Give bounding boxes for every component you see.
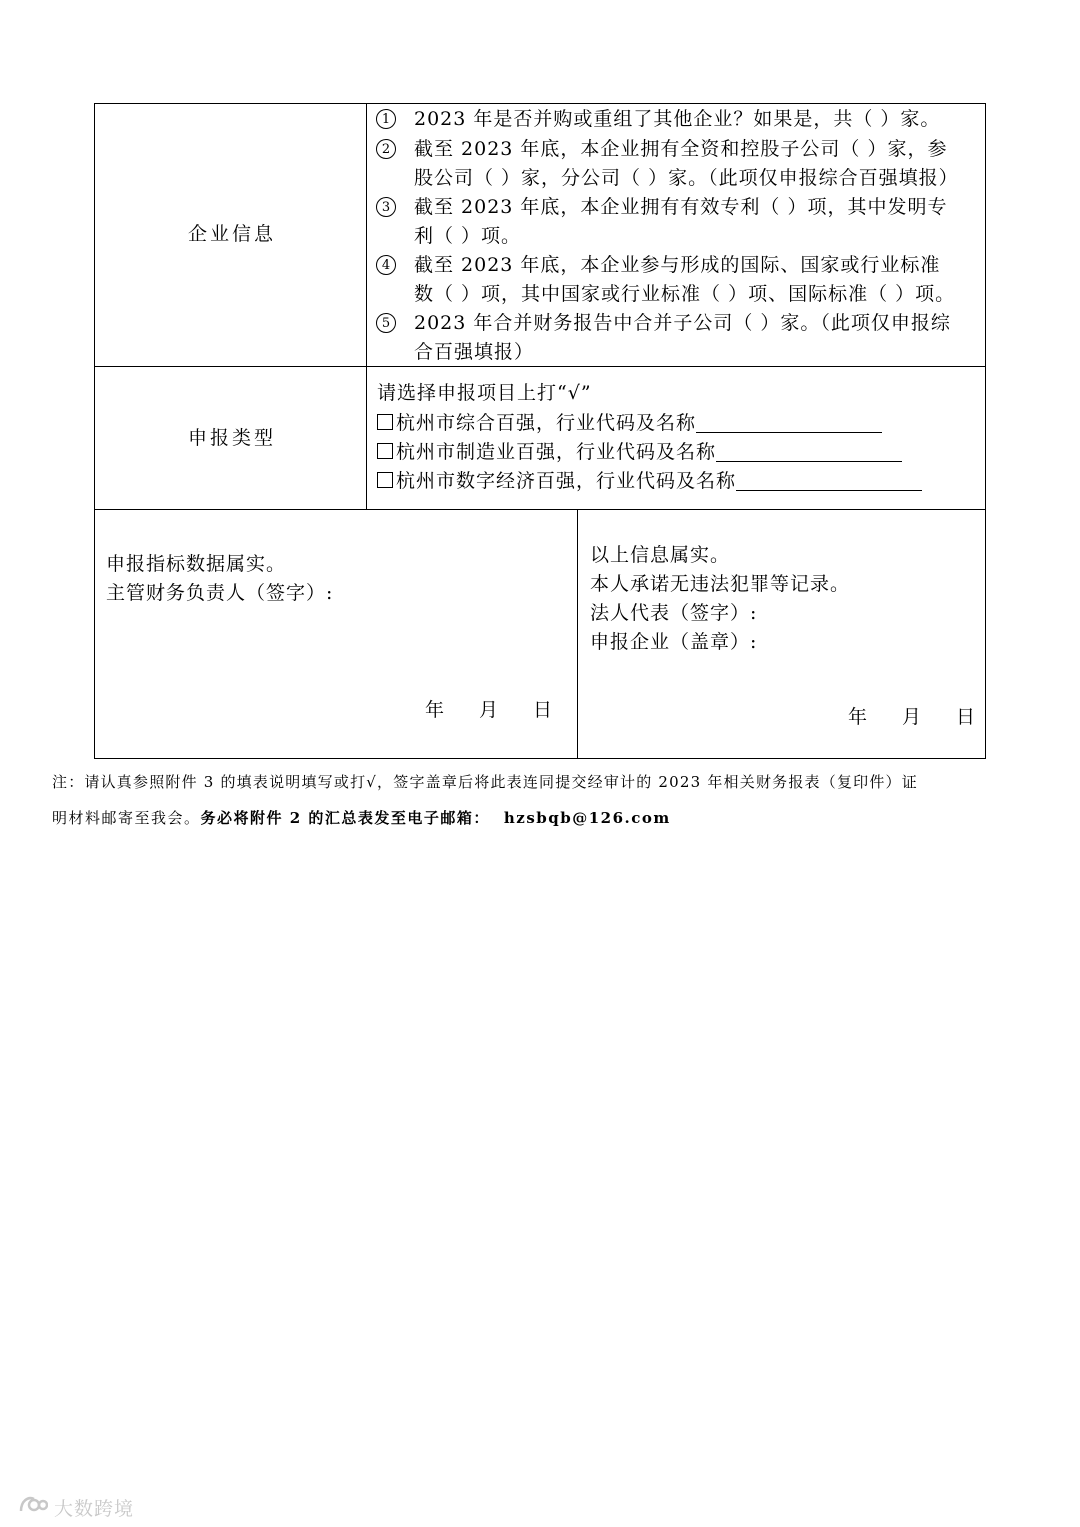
- declaration-type-label: 申报类型: [188, 427, 277, 449]
- item-number: 5: [376, 313, 396, 333]
- column-divider: [577, 509, 578, 759]
- table-border-left: [94, 103, 95, 759]
- fill-blank[interactable]: [736, 470, 922, 491]
- row-divider: [94, 366, 986, 367]
- date-day: 日: [533, 699, 554, 721]
- fill-blank[interactable]: [696, 412, 882, 433]
- fill-blank[interactable]: [716, 441, 902, 462]
- note-line-2: [52, 807, 671, 829]
- watermark-text: 大数跨境: [54, 1498, 135, 1520]
- row-divider: [94, 509, 986, 510]
- note-line-1: 注：请认真参照附件 3 的填表说明填写或打√，签字盖章后将此表连同提交经审计的 2023 年相关财务报表（复印件）证: [52, 773, 918, 791]
- date-year: 年: [425, 699, 446, 721]
- email-address: hzsbqb@126.com: [503, 809, 671, 827]
- note-bold-text: 务必将附件 2 的汇总表发至电子邮箱：: [200, 809, 490, 827]
- info-statement: 以上信息属实。: [590, 544, 731, 566]
- option-label: 杭州市综合百强，行业代码及名称: [396, 412, 697, 434]
- watermark-logo-icon: [18, 1493, 48, 1519]
- date-year: 年: [848, 706, 869, 728]
- company-seal-label: 申报企业（盖章）:: [590, 631, 758, 653]
- table-border-top: [94, 103, 986, 104]
- item-number: 4: [376, 255, 396, 275]
- legal-rep-signature-label: 法人代表（签字）:: [590, 602, 758, 624]
- option-digital-economy[interactable]: [377, 469, 922, 493]
- item-number: 3: [376, 197, 396, 217]
- finance-signature-label: 主管财务负责人（签字）:: [106, 582, 334, 604]
- option-label: 杭州市数字经济百强，行业代码及名称: [396, 470, 737, 492]
- item-line: 截至 2023 年底，本企业参与形成的国际、国家或行业标准: [414, 254, 941, 276]
- item-number: 2: [376, 139, 396, 159]
- item-line: 合百强填报）: [414, 341, 535, 363]
- option-label: 杭州市制造业百强，行业代码及名称: [396, 441, 717, 463]
- item-line: 股公司（ ）家，分公司（ ）家。（此项仅申报综合百强填报）: [414, 167, 959, 189]
- finance-statement: 申报指标数据属实。: [106, 553, 287, 575]
- checkbox[interactable]: [377, 472, 393, 488]
- item-line: 利（ ）项。: [414, 225, 522, 247]
- item-line: 截至 2023 年底，本企业拥有有效专利（ ）项，其中发明专: [414, 196, 948, 218]
- column-divider: [366, 103, 367, 510]
- option-comprehensive[interactable]: [377, 411, 882, 435]
- checkbox[interactable]: [377, 414, 393, 430]
- item-line: 截至 2023 年底，本企业拥有全资和控股子公司（ ）家，参: [414, 138, 948, 160]
- item-line: 数（ ）项，其中国家或行业标准（ ）项、国际标准（ ）项。: [414, 283, 956, 305]
- option-manufacturing[interactable]: [377, 440, 902, 464]
- item-number: 1: [376, 109, 396, 129]
- item-line: 2023 年合并财务报告中合并子公司（ ）家。（此项仅申报综: [414, 312, 951, 334]
- declaration-type-prompt: 请选择申报项目上打“√”: [377, 382, 592, 404]
- table-border-bottom: [94, 758, 986, 759]
- item-line: 2023 年是否并购或重组了其他企业？如果是，共（ ）家。: [414, 108, 941, 130]
- commitment-statement: 本人承诺无违法犯罪等记录。: [590, 573, 851, 595]
- date-month: 月: [479, 699, 500, 721]
- note-plain-text: 明材料邮寄至我会。: [52, 809, 201, 827]
- date-month: 月: [902, 706, 923, 728]
- enterprise-info-label: 企业信息: [188, 223, 277, 245]
- table-border-right: [985, 103, 986, 759]
- date-day: 日: [956, 706, 977, 728]
- checkbox[interactable]: [377, 443, 393, 459]
